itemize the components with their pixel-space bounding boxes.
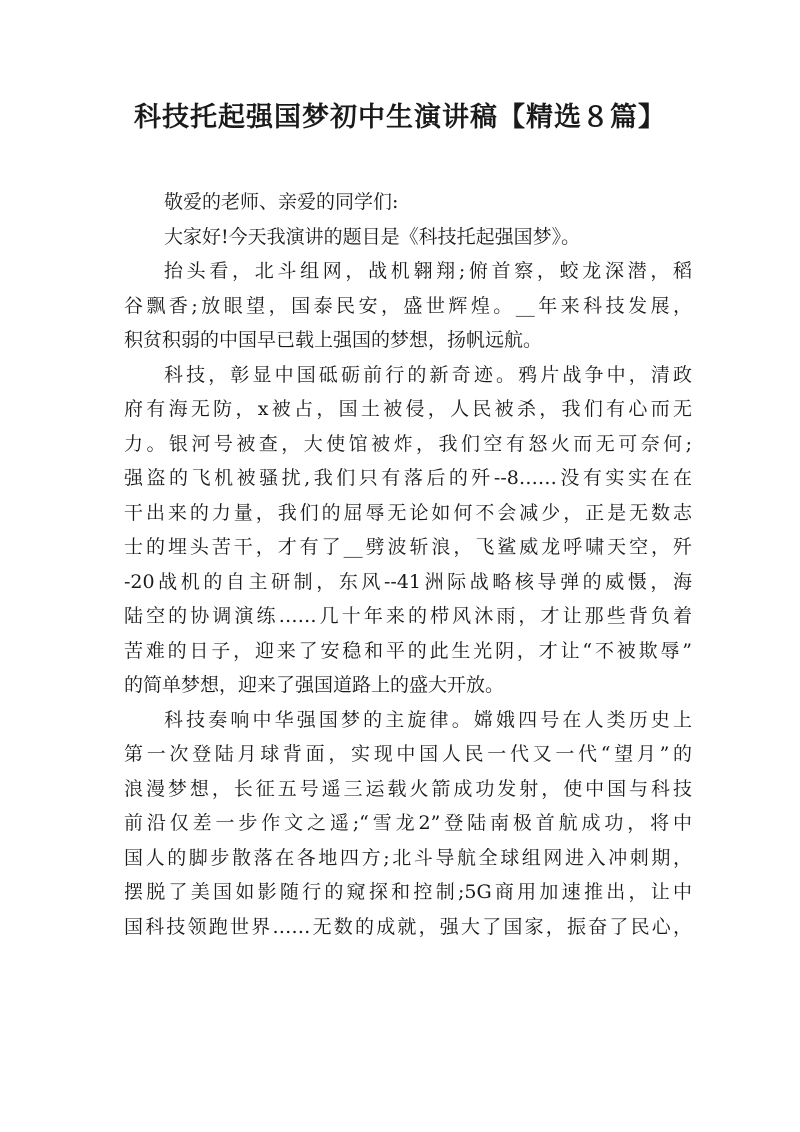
- paragraph-line: 强盗的飞机被骚扰,我们只有落后的歼--8……没有实实在在: [124, 467, 692, 489]
- paragraph-line: 的简单梦想，迎来了强国道路上的盛大开放。: [124, 674, 505, 696]
- paragraph-line: 敬爱的老师、亲爱的同学们:: [164, 191, 399, 213]
- paragraph-line: 国科技领跑世界……无数的成就，强大了国家，振奋了民心，: [124, 915, 692, 938]
- paragraph-line: 谷飘香;放眼望，国泰民安，盛世辉煌。__年来科技发展，: [124, 294, 692, 317]
- paragraph-line: 干出来的力量，我们的屈辱无论如何不会减少，正是无数志: [124, 501, 692, 524]
- paragraph-line: 摆脱了美国如影随行的窥探和控制;5G商用加速推出，让中: [124, 881, 692, 903]
- paragraph-line: 大家好!今天我演讲的题目是《科技托起强国梦》。: [164, 225, 581, 248]
- paragraph-line: 抬头看，北斗组网，战机翱翔;俯首察，蛟龙深潜，稻: [164, 260, 692, 282]
- paragraph-line: 积贫积弱的中国早已载上强国的梦想，扬帆远航。: [124, 329, 543, 351]
- paragraph-line: 陆空的协调演练……几十年来的栉风沐雨，才让那些背负着: [124, 605, 692, 627]
- paragraph-line: 府有海无防，x被占，国土被侵，人民被杀，我们有心而无: [124, 398, 692, 420]
- paragraph-line: 苦难的日子，迎来了安稳和平的此生光阴，才让“不被欺辱”: [124, 639, 692, 662]
- paragraph-line: -20战机的自主研制，东风--41洲际战略核导弹的威慑，海: [124, 570, 692, 593]
- paragraph-line: 国人的脚步散落在各地四方;北斗导航全球组网进入冲刺期，: [124, 846, 692, 869]
- paragraph-line: 士的埋头苦干，才有了__劈波斩浪，飞鲨威龙呼啸天空，歼: [124, 536, 692, 558]
- paragraph-line: 科技奏响中华强国梦的主旋律。嫦娥四号在人类历史上: [164, 708, 692, 731]
- paragraph-line: 力。银河号被查，大使馆被炸，我们空有怒火而无可奈何;: [124, 432, 692, 455]
- document-title: 科技托起强国梦初中生演讲稿【精选８篇】: [134, 102, 666, 133]
- document-body: [124, 185, 692, 944]
- paragraph-line: 前沿仅差一步作文之遥;“雪龙2”登陆南极首航成功，将中: [124, 812, 692, 834]
- paragraph-line: 第一次登陆月球背面，实现中国人民一代又一代“望月”的: [124, 743, 692, 765]
- paragraph-line: 浪漫梦想，长征五号遥三运载火箭成功发射，使中国与科技: [124, 777, 692, 800]
- paragraph-line: 科技，彰显中国砥砺前行的新奇迹。鸦片战争中，清政: [164, 363, 692, 386]
